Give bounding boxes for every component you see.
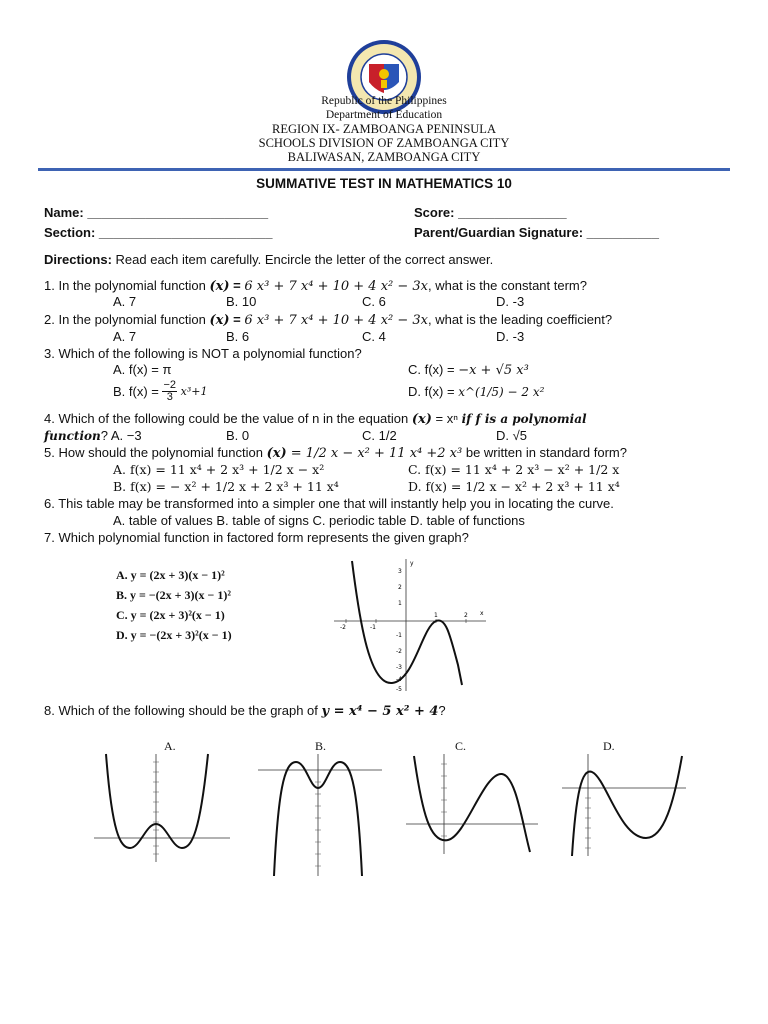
q5-option-d[interactable]: D. f(x) = 1/2 x − x² + 2 x³ + 11 x⁴ bbox=[408, 479, 620, 494]
q2-text: 2. In the polynomial function bbox=[44, 312, 210, 327]
directions-label: Directions: bbox=[44, 252, 112, 267]
q8-graph-a-label[interactable]: A. bbox=[164, 739, 176, 753]
question-4 bbox=[44, 411, 587, 427]
score-label: Score: bbox=[414, 205, 455, 220]
name-blank[interactable]: _________________________ bbox=[87, 205, 269, 220]
q5-text: 5. How should the polynomial function bbox=[44, 445, 267, 460]
section-label: Section: bbox=[44, 225, 96, 240]
q1-option-c[interactable]: C. 6 bbox=[362, 294, 386, 309]
header-line-region: REGION IX- ZAMBOANGA PENINSULA bbox=[272, 122, 496, 136]
q8-graph-d-label[interactable]: D. bbox=[603, 739, 615, 753]
q7-y-tick: 1 bbox=[398, 600, 402, 607]
q2-option-b[interactable]: B. 6 bbox=[226, 329, 250, 344]
q7-y-tick: 3 bbox=[398, 568, 402, 575]
question-5 bbox=[44, 445, 627, 461]
q7-option-a[interactable]: A. y = (2x + 3)(x − 1)² bbox=[116, 568, 225, 582]
q8-eq: y = x⁴ − 5 x² + 4 bbox=[321, 704, 439, 719]
header-divider bbox=[38, 168, 730, 171]
q7-y-label: y bbox=[410, 560, 414, 567]
q4-option-d[interactable]: D. √5 bbox=[496, 428, 527, 443]
q7-graph bbox=[330, 555, 490, 695]
q4-text: 4. Which of the following could be the value of n in the equation bbox=[44, 411, 412, 426]
q5-post: be written in standard form? bbox=[462, 445, 627, 460]
q3-c-math: −x + √5 x³ bbox=[458, 363, 529, 378]
q2-fx: (x) bbox=[209, 313, 230, 328]
q7-y-tick: -5 bbox=[396, 686, 402, 693]
q3-d-math: x^(1/5) − 2 x² bbox=[458, 385, 545, 399]
q7-y-tick: -3 bbox=[396, 664, 402, 671]
q4-fx: (x) bbox=[411, 412, 432, 427]
q2-option-c[interactable]: C. 4 bbox=[362, 329, 386, 344]
test-title: SUMMATIVE TEST IN MATHEMATICS 10 bbox=[256, 176, 512, 191]
q7-y-tick: -1 bbox=[396, 632, 402, 639]
question-8 bbox=[44, 703, 446, 719]
q7-x-tick: 2 bbox=[464, 612, 468, 619]
question-1 bbox=[44, 278, 587, 294]
q4-eq: = xⁿ bbox=[431, 411, 462, 426]
q5-fx: (x) bbox=[266, 446, 287, 461]
q3-b-math: x³+1 bbox=[180, 385, 208, 398]
directions-text: Read each item carefully. Encircle the letter of the correct answer. bbox=[115, 252, 494, 267]
q1-option-a[interactable]: A. 7 bbox=[113, 294, 137, 309]
q4-condition: if f is a polynomial bbox=[461, 412, 587, 426]
q4-option-a[interactable]: ? A. −3 bbox=[100, 428, 142, 443]
name-label: Name: bbox=[44, 205, 84, 220]
q2-option-d[interactable]: D. -3 bbox=[496, 329, 525, 344]
q3-c-label: C. f(x) = bbox=[408, 362, 459, 377]
q8-graph-a[interactable] bbox=[92, 752, 232, 864]
q3-option-d[interactable] bbox=[408, 384, 544, 399]
q5-option-c[interactable]: C. f(x) = 11 x⁴ + 2 x³ − x² + 1/2 x bbox=[408, 462, 620, 477]
q5-option-a[interactable]: A. f(x) = 11 x⁴ + 2 x³ + 1/2 x − x² bbox=[113, 462, 325, 477]
header-line-department: Department of Education bbox=[325, 109, 443, 121]
q7-x-tick: -1 bbox=[370, 624, 376, 631]
q8-graph-b-label[interactable]: B. bbox=[315, 739, 327, 753]
question-7: 7. Which polynomial function in factored form represents the given graph? bbox=[44, 530, 469, 545]
q3-b-label: B. f(x) = bbox=[113, 384, 163, 399]
question-4-cont bbox=[44, 428, 142, 443]
question-6: 6. This table may be transformed into a simpler one that will instantly help you in locating the curve. bbox=[44, 496, 614, 511]
q6-options[interactable]: A. table of values B. table of signs C. periodic table D. table of functions bbox=[113, 513, 525, 528]
q7-y-tick: -4 bbox=[396, 676, 402, 683]
q1-option-d[interactable]: D. -3 bbox=[496, 294, 525, 309]
q8-post: ? bbox=[438, 703, 446, 718]
q3-option-b[interactable] bbox=[113, 380, 208, 406]
q1-fx: (x) bbox=[209, 279, 230, 294]
q3-option-c[interactable] bbox=[408, 362, 529, 378]
header-line-address: BALIWASAN, ZAMBOANGA CITY bbox=[287, 150, 481, 164]
q4-condition-cont: function bbox=[44, 429, 101, 443]
q1-post: , what is the constant term? bbox=[428, 278, 587, 293]
q1-poly: 6 x³ + 7 x⁴ + 10 + 4 x² − 3x bbox=[244, 279, 429, 294]
q3-b-fraction bbox=[162, 380, 177, 403]
q1-option-b[interactable]: B. 10 bbox=[226, 294, 257, 309]
guardian-blank[interactable]: __________ bbox=[586, 225, 659, 240]
q7-y-tick: -2 bbox=[396, 648, 402, 655]
q7-option-d[interactable]: D. y = −(2x + 3)²(x − 1) bbox=[116, 628, 232, 642]
q8-text: 8. Which of the following should be the graph of bbox=[44, 703, 322, 718]
guardian-label: Parent/Guardian Signature: bbox=[414, 225, 584, 240]
header-line-division: SCHOOLS DIVISION OF ZAMBOANGA CITY bbox=[258, 136, 510, 150]
q8-graph-b[interactable] bbox=[256, 752, 384, 878]
question-3: 3. Which of the following is NOT a polynomial function? bbox=[44, 346, 362, 361]
q7-x-tick: -2 bbox=[340, 624, 346, 631]
q8-graph-d[interactable] bbox=[558, 752, 688, 858]
q3-d-label: D. f(x) = bbox=[408, 384, 459, 399]
q7-option-b[interactable]: B. y = −(2x + 3)(x − 1)² bbox=[116, 588, 231, 602]
q7-option-c[interactable]: C. y = (2x + 3)²(x − 1) bbox=[116, 608, 225, 622]
question-2 bbox=[44, 312, 612, 328]
q5-option-b[interactable]: B. f(x) = − x² + 1/2 x + 2 x³ + 11 x⁴ bbox=[113, 479, 339, 494]
q5-eq: = 1/2 x − x² + 11 x⁴ +2 x³ bbox=[286, 446, 463, 461]
q7-y-tick: 2 bbox=[398, 584, 402, 591]
q7-x-tick: 1 bbox=[434, 612, 438, 619]
q2-post: , what is the leading coefficient? bbox=[428, 312, 613, 327]
q1-eq: = bbox=[229, 278, 245, 293]
header-line-republic: Republic of the Philippines bbox=[321, 95, 447, 107]
q2-eq: = bbox=[229, 312, 245, 327]
q2-poly: 6 x³ + 7 x⁴ + 10 + 4 x² − 3x bbox=[244, 313, 429, 328]
q3-b-numerator: −2 bbox=[163, 379, 177, 391]
q4-option-b[interactable]: B. 0 bbox=[226, 428, 250, 443]
q3-b-denominator: 3 bbox=[166, 391, 173, 403]
q3-option-a[interactable]: A. f(x) = π bbox=[113, 362, 172, 377]
q2-option-a[interactable]: A. 7 bbox=[113, 329, 137, 344]
q1-text: 1. In the polynomial function bbox=[44, 278, 210, 293]
q4-option-c[interactable]: C. 1/2 bbox=[362, 428, 397, 443]
q8-graph-c[interactable] bbox=[404, 752, 540, 856]
section-blank[interactable]: ________________________ bbox=[98, 225, 273, 240]
score-blank[interactable]: _______________ bbox=[458, 205, 567, 220]
q7-x-label: x bbox=[480, 610, 484, 617]
q8-graph-c-label[interactable]: C. bbox=[455, 739, 467, 753]
